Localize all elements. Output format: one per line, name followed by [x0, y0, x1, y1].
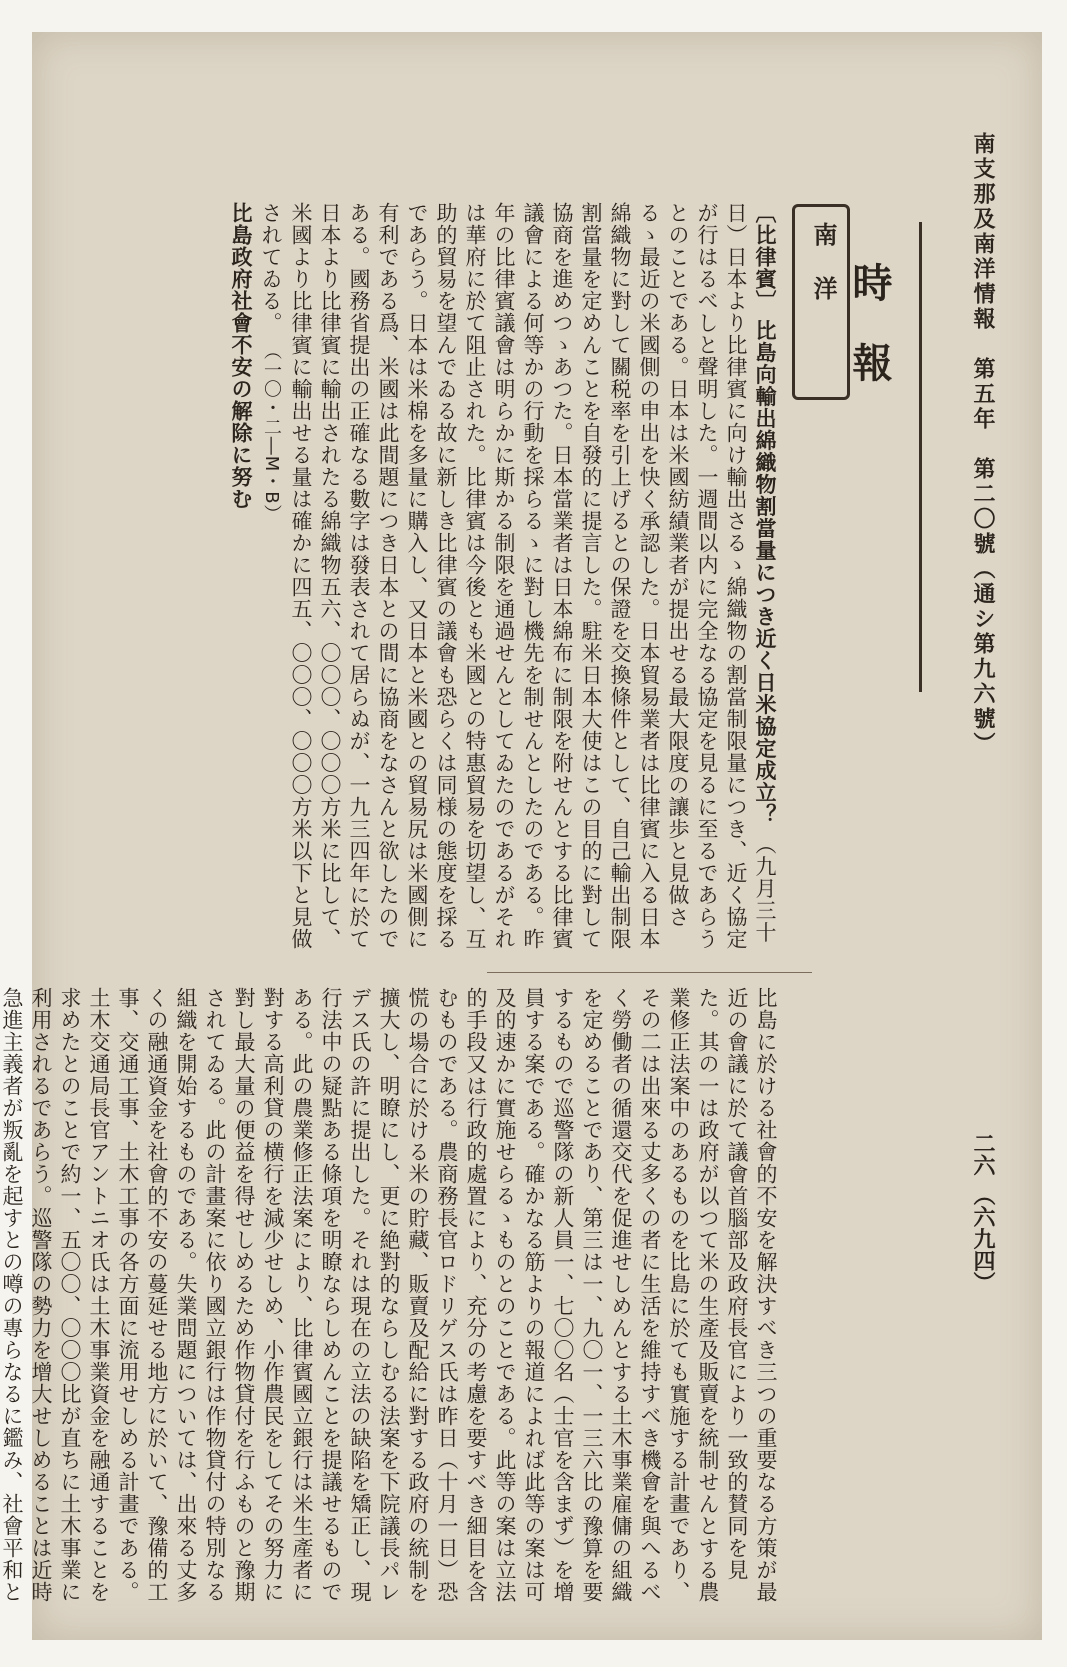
lower-text-block — [0, 987, 780, 1607]
page-number — [966, 1132, 1000, 1302]
article-1-source: （一〇・二―M・B） — [261, 341, 282, 524]
section-divider — [487, 972, 812, 973]
upper-text-block — [226, 202, 780, 962]
region-label: 南洋 — [809, 222, 838, 330]
article-1-body: （九月三十日）日本より比律賓に向け輸出さるゝ綿織物の割當制限量につき、近く協定が行はるべしと聲明した。一週間以内に完全なる協定を見るに至るであらうとのことである。日本は米國紡績業者が提出せる最大限度の讓歩と見做さるゝ最近の米國側の申出を快く承認した。日本貿易業者は比律賓に入る日本綿織物に對して關税率を引上げるとの保證を交換條件として、自己輸出制限割當量を定めんことを自發的に提言した。駐米日本大使はこの目的に對して協商を進めつゝあつた。日本當業者は日本綿布に制限を附せんとする比律賓議會による何等かの行動を採らるゝに對し機先を制せんとしたのである。昨年の比律賓議會は明らかに斯かる制限を通過せんとしてゐたのであるがそれは華府に於て阻止された。比律賓は今後とも米國との特惠貿易を切望し、互助的貿易を望んでゐる故に新しき比律賓の議會も恐らくは同様の態度を採るであらう。日本は米棉を多量に購入し、又日本と米國との貿易尻は米國側に有利である爲、米國は此間題につき日本との間に協商をなさんと欲したのである。國務省提出の正確なる數字は發表されて居らぬが、一九三四年に於て日本より比律賓に輸出されたる綿織物五六、〇〇〇、〇〇〇方米に比して、米國より比律賓に輸出せる量は確かに四五、〇〇〇、〇〇〇方米以下と見做されてゐる。 — [259, 202, 777, 950]
page-number-paren: （六九四） — [970, 1183, 996, 1294]
article-2-title: 比島政府社會不安の解除に努む — [229, 202, 254, 510]
page-number-main: 二六 — [970, 1132, 996, 1176]
running-header: 南支那及南洋情報 第五年 第二〇號（通シ第九六號） — [970, 132, 996, 757]
section-title: 時報 — [846, 262, 893, 422]
article-1-category-text: 比律賓 — [753, 224, 778, 290]
article-1-title: 比島向輸出綿織物割當量につき近く日米協定成立？ — [753, 319, 778, 826]
article-2-body: 比島に於ける社會的不安を解決すべき三つの重要なる方策が最近の會議に於て議會首腦部及政府長官により一致的賛同を見た。其の一は政府が以つて米の生產及販賣を統制せんとする農業修正法案中のあるものを比島に於ても實施する計畫であり、その二は出來る丈多くの者に生活を維持すべき機會を與へるべく勞働者の循還交代を促進せしめんとする土木事業雇傭の組織を定めることであり、第三は一、九〇一、一三六比の豫算を要するもので巡警隊の新人員一、七〇〇名（士官を含まず）を增員する案である。確かなる筋よりの報道によれば此等の案は可及的速かに實施せらるゝものとのことである。此等の案は立法的手段又は行政的處置により、充分の考慮を要すべき細目を含むものである。農商務長官ロドリゲス氏は昨日（十月一日）恐慌の場合に於ける米の貯藏、販賣及配給に對する政府の統制を擴大し、明瞭にし、更に絶對的ならしむる法案を下院議長パレデス氏の許に提出した。それは現在の立法の缺陷を矯正し、現行法中の疑點ある條項を明瞭ならしめんことを提議せるものである。此の農業修正法案により、比律賓國立銀行は米生產者に對する高利貸の横行を減少せしめ、小作農民をしてその努力に對し最大量の便益を得せしめるため作物貸付を行ふものと豫期されてゐる。此の計畫案に依り國立銀行は作物貸付の特別なる組織を開始するものである。失業問題については、出來る丈多くの融通資金を社會的不安の蔓延せる地方に於いて、豫備的工事、交通工事、土木工事の各方面に流用せしめる計畫である。土木交通局長官アントニオ氏は土木事業資金を融通することを求めたとのことで約一、五〇〇、〇〇〇比が直ちに土木事業に利用されるであらう。巡警隊の勢力を增大せしめることは近時急進主義者が叛亂を起すとの噂の專らなるに鑑み、社會平和と — [0, 987, 778, 1603]
article-1-category: 〔比律賓〕 — [753, 202, 778, 312]
page-sheet — [0, 32, 1042, 1640]
section-rule — [919, 222, 922, 692]
